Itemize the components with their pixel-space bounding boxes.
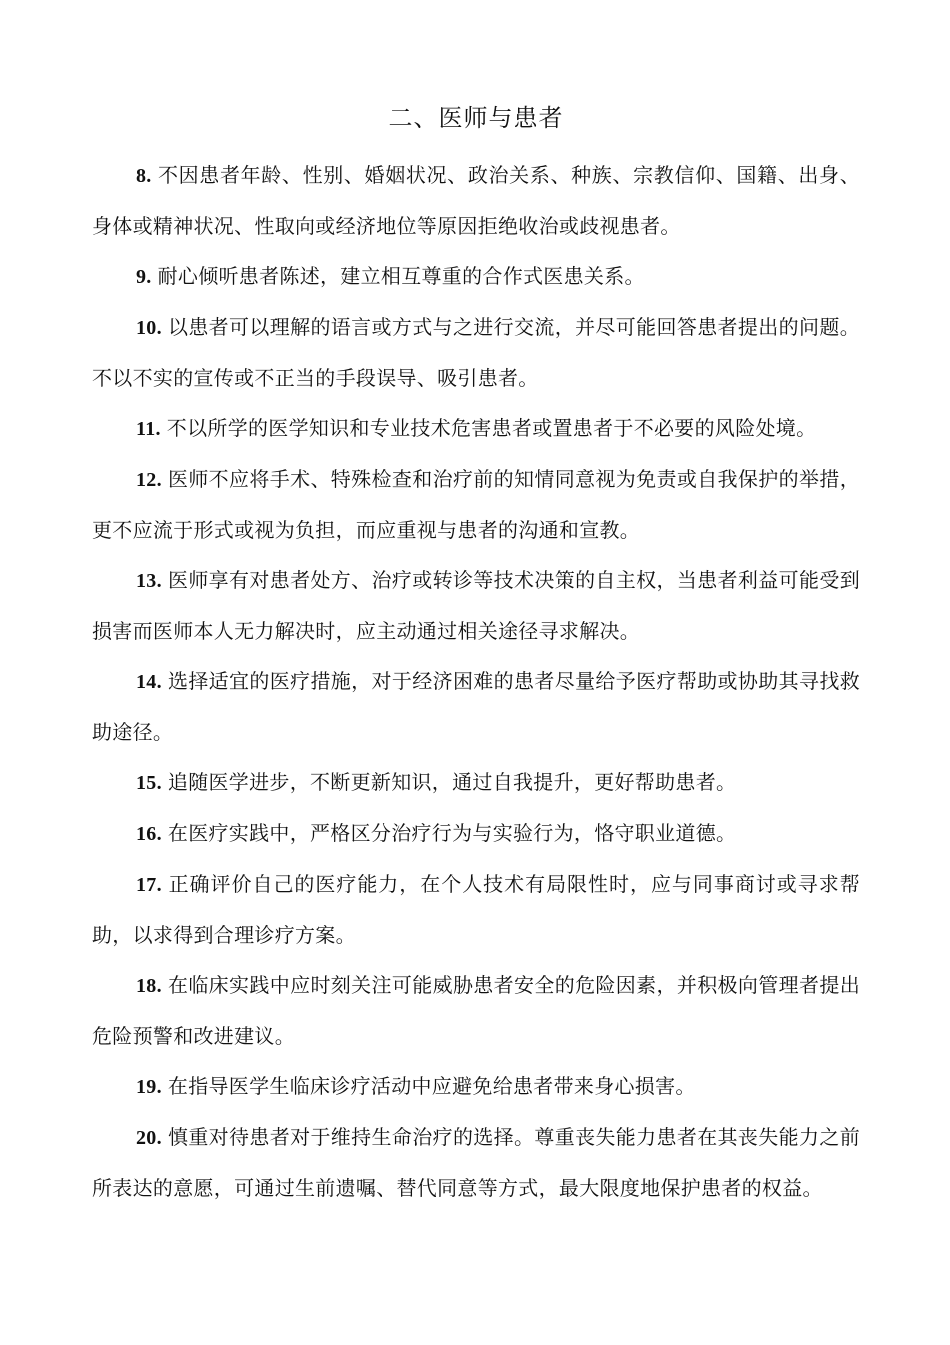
item-number: 10. xyxy=(136,317,162,339)
list-item xyxy=(92,859,860,960)
item-number: 8. xyxy=(136,165,152,187)
item-number: 20. xyxy=(136,1127,162,1149)
list-item xyxy=(92,302,860,403)
list-item xyxy=(92,403,860,454)
item-number: 19. xyxy=(136,1076,162,1098)
list-item xyxy=(92,1061,860,1112)
item-number: 15. xyxy=(136,772,162,794)
item-number: 12. xyxy=(136,469,162,491)
item-number: 11. xyxy=(136,418,161,440)
list-item xyxy=(92,808,860,859)
list-item xyxy=(92,555,860,656)
item-text: 追随医学进步，不断更新知识，通过自我提升，更好帮助患者。 xyxy=(167,770,737,794)
item-number: 13. xyxy=(136,570,162,592)
item-text: 正确评价自己的医疗能力，在个人技术有局限性时，应与同事商讨或寻求帮助，以求得到合理诊疗方案。 xyxy=(92,872,860,947)
item-text: 医师不应将手术、特殊检查和治疗前的知情同意视为免责或自我保护的举措，更不应流于形式或视为负担，而应重视与患者的沟通和宣教。 xyxy=(92,467,860,542)
item-text: 耐心倾听患者陈述，建立相互尊重的合作式医患关系。 xyxy=(157,264,645,288)
section-title: 二、医师与患者 xyxy=(388,104,564,132)
list-item xyxy=(92,656,860,757)
item-number: 14. xyxy=(136,671,162,693)
item-text: 在医疗实践中，严格区分治疗行为与实验行为，恪守职业道德。 xyxy=(167,821,737,845)
item-text: 医师享有对患者处方、治疗或转诊等技术决策的自主权，当患者利益可能受到损害而医师本人无力解决时，应主动通过相关途径寻求解决。 xyxy=(92,568,860,643)
list-item xyxy=(92,454,860,555)
item-text: 慎重对待患者对于维持生命治疗的选择。尊重丧失能力患者在其丧失能力之前所表达的意愿，可通过生前遗嘱、替代同意等方式，最大限度地保护患者的权益。 xyxy=(92,1125,860,1200)
list-item xyxy=(92,251,860,302)
item-text: 不以所学的医学知识和专业技术危害患者或置患者于不必要的风险处境。 xyxy=(166,416,817,440)
item-text: 在临床实践中应时刻关注可能威胁患者安全的危险因素，并积极向管理者提出危险预警和改进建议。 xyxy=(92,973,860,1048)
item-number: 16. xyxy=(136,823,162,845)
item-number: 18. xyxy=(136,975,162,997)
item-text: 以患者可以理解的语言或方式与之进行交流，并尽可能回答患者提出的问题。不以不实的宣传或不正当的手段误导、吸引患者。 xyxy=(92,315,860,390)
list-item xyxy=(92,1112,860,1213)
list-item xyxy=(92,150,860,251)
list-item xyxy=(92,757,860,808)
item-number: 17. xyxy=(136,874,162,896)
item-text: 选择适宜的医疗措施，对于经济困难的患者尽量给予医疗帮助或协助其寻找救助途径。 xyxy=(92,669,860,744)
item-number: 9. xyxy=(136,266,152,288)
item-text: 不因患者年龄、性别、婚姻状况、政治关系、种族、宗教信仰、国籍、出身、身体或精神状况、性取向或经济地位等原因拒绝收治或歧视患者。 xyxy=(92,163,860,238)
list-item xyxy=(92,960,860,1061)
item-text: 在指导医学生临床诊疗活动中应避免给患者带来身心损害。 xyxy=(167,1074,696,1098)
item-list xyxy=(92,150,860,1213)
